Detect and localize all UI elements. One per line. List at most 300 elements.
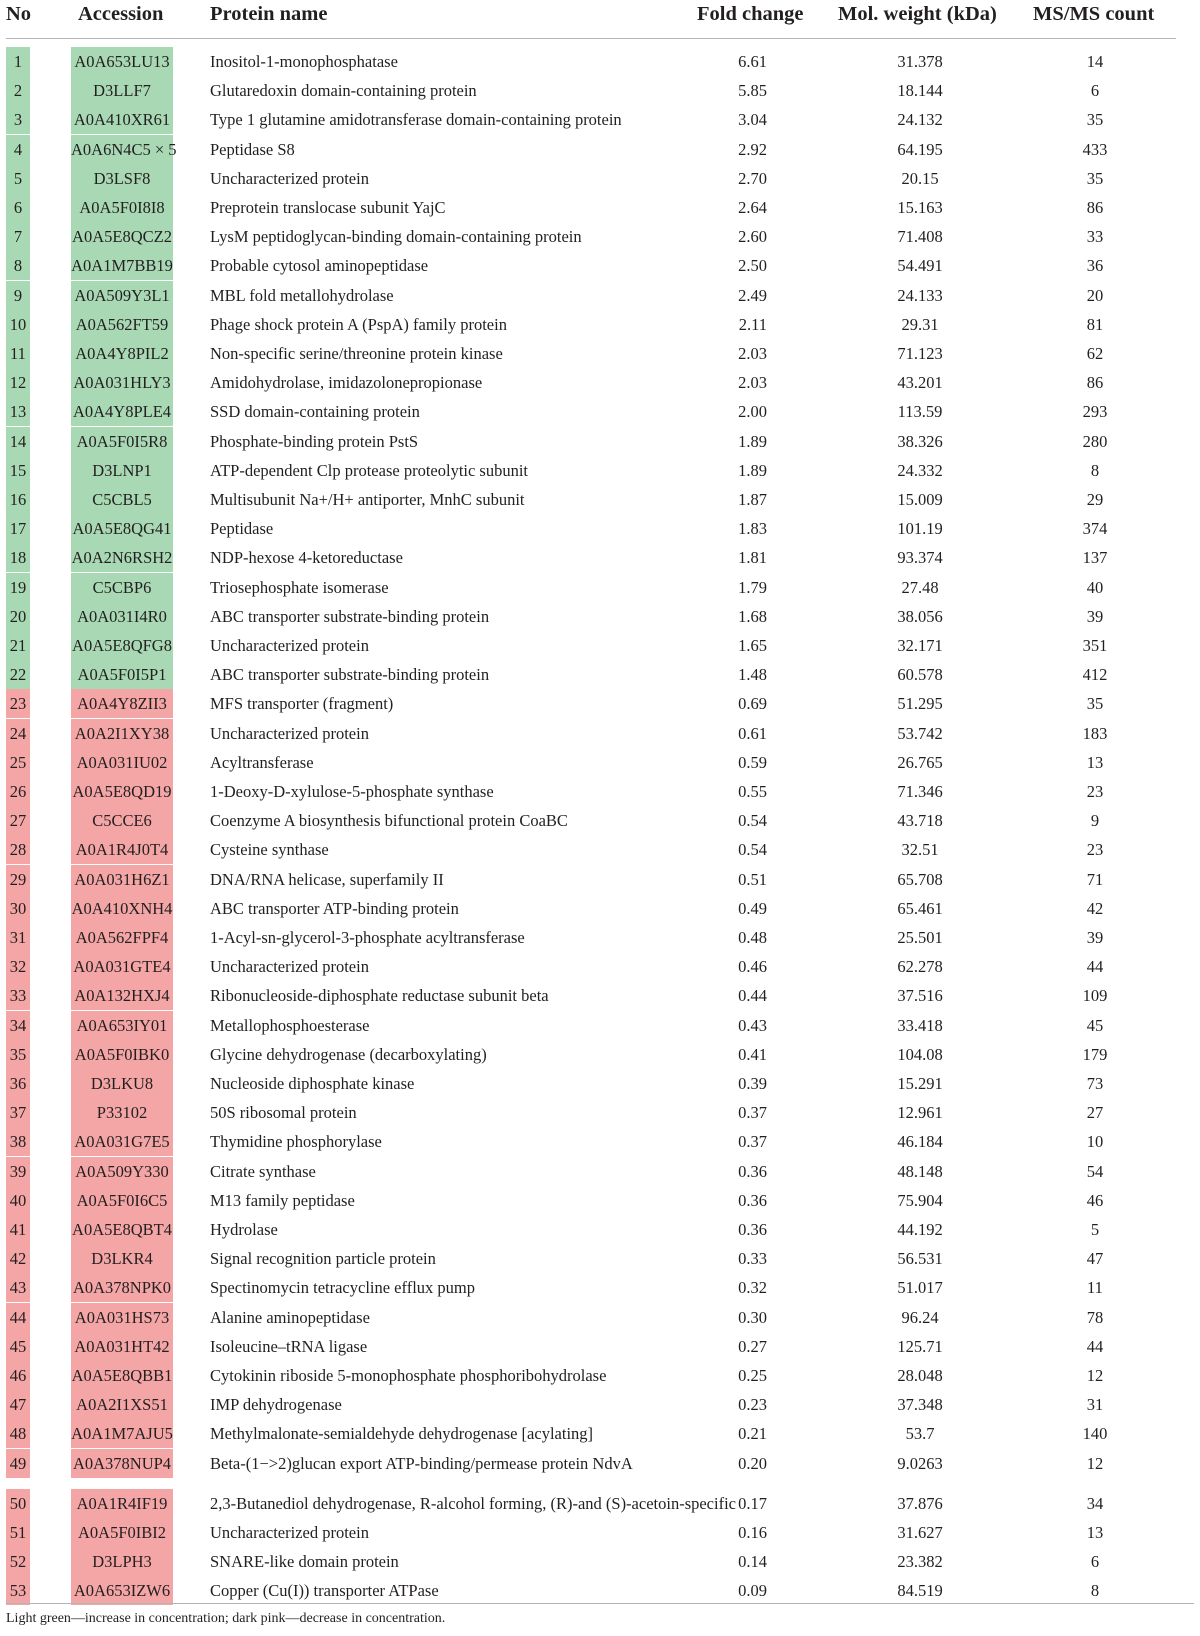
msms-count-cell: 13 [1086, 1523, 1104, 1542]
accession-cell: A0A5E8QBT4 [71, 1215, 173, 1244]
table-row [0, 573, 1200, 602]
fold-change-cell: 0.37 [738, 1132, 767, 1151]
fold-change-cell: 6.61 [738, 52, 767, 71]
protein-name-cell: ATP-dependent Clp protease proteolytic subunit [210, 461, 529, 480]
row-number: 29 [6, 865, 30, 894]
row-number: 38 [6, 1127, 30, 1156]
accession-cell: D3LLF7 [71, 76, 173, 105]
mol-weight-cell: 9.0263 [897, 1454, 943, 1473]
fold-change-cell: 2.03 [738, 344, 767, 363]
fold-change-cell: 0.49 [738, 899, 767, 918]
fold-change-cell: 0.54 [738, 811, 767, 830]
protein-name-cell: Amidohydrolase, imidazolonepropionase [210, 373, 483, 392]
msms-count-cell: 35 [1086, 694, 1104, 713]
accession-cell: A0A1M7AJU5 [71, 1419, 173, 1448]
table-row [0, 981, 1200, 1010]
mol-weight-cell: 20.15 [901, 169, 939, 188]
msms-count-cell: 412 [1082, 665, 1108, 684]
table-row [0, 135, 1200, 164]
fold-change-cell: 2.64 [738, 198, 767, 217]
table-row [0, 1273, 1200, 1302]
mol-weight-cell: 24.332 [897, 461, 943, 480]
protein-name-cell: Copper (Cu(I)) transporter ATPase [210, 1581, 439, 1600]
protein-name-cell: Methylmalonate-semialdehyde dehydrogenase [acylating] [210, 1424, 594, 1443]
table-row [0, 1244, 1200, 1273]
table-row [0, 47, 1200, 76]
fold-change-cell: 0.17 [738, 1494, 767, 1513]
msms-count-cell: 8 [1090, 1581, 1100, 1600]
protein-name-cell: 2,3-Butanediol dehydrogenase, R-alcohol forming, (R)-and (S)-acetoin-specific [210, 1494, 736, 1513]
table-row [0, 1547, 1200, 1576]
fold-change-cell: 0.27 [738, 1337, 767, 1356]
row-number: 40 [6, 1186, 30, 1215]
accession-cell: A0A378NUP4 [71, 1449, 173, 1478]
header-accession: Accession [78, 3, 164, 25]
msms-count-cell: 40 [1086, 578, 1104, 597]
table-row [0, 1419, 1200, 1448]
accession-cell: D3LNP1 [71, 456, 173, 485]
table-row [0, 222, 1200, 251]
msms-count-cell: 35 [1086, 169, 1104, 188]
fold-change-cell: 2.49 [738, 286, 767, 305]
table-row [0, 631, 1200, 660]
row-number: 5 [6, 164, 30, 193]
protein-name-cell: Signal recognition particle protein [210, 1249, 436, 1268]
mol-weight-cell: 32.51 [901, 840, 939, 859]
mol-weight-cell: 31.627 [897, 1523, 943, 1542]
table-row [0, 952, 1200, 981]
table-row [0, 193, 1200, 222]
row-number: 26 [6, 777, 30, 806]
msms-count-cell: 35 [1086, 110, 1104, 129]
row-number: 36 [6, 1069, 30, 1098]
row-number: 30 [6, 894, 30, 923]
fold-change-cell: 1.48 [738, 665, 767, 684]
accession-cell: A0A5F0I6C5 [71, 1186, 173, 1215]
table-footnote: Light green—increase in concentration; dark pink—decrease in concentration. [6, 1611, 446, 1626]
msms-count-cell: 13 [1086, 753, 1104, 772]
accession-cell: D3LKR4 [71, 1244, 173, 1273]
msms-count-cell: 86 [1086, 373, 1104, 392]
row-number: 15 [6, 456, 30, 485]
msms-count-cell: 47 [1086, 1249, 1104, 1268]
mol-weight-cell: 32.171 [897, 636, 943, 655]
fold-change-cell: 0.25 [738, 1366, 767, 1385]
table-row [0, 1098, 1200, 1127]
accession-cell: A0A6N4C5 × 5 [71, 135, 173, 164]
protein-name-cell: Probable cytosol aminopeptidase [210, 256, 429, 275]
mol-weight-cell: 53.742 [897, 724, 943, 743]
row-number: 33 [6, 981, 30, 1010]
table-row [0, 485, 1200, 514]
fold-change-cell: 1.68 [738, 607, 767, 626]
mol-weight-cell: 24.133 [897, 286, 943, 305]
mol-weight-cell: 18.144 [897, 81, 943, 100]
protein-name-cell: Cytokinin riboside 5-monophosphate phosphoribohydrolase [210, 1366, 607, 1385]
msms-count-cell: 44 [1086, 1337, 1104, 1356]
header-msms-count: MS/MS count [1033, 3, 1155, 25]
msms-count-cell: 46 [1086, 1191, 1104, 1210]
accession-cell: A0A653IY01 [71, 1011, 173, 1040]
table-row [0, 1361, 1200, 1390]
msms-count-cell: 23 [1086, 840, 1104, 859]
row-number: 51 [6, 1518, 30, 1547]
table-row [0, 514, 1200, 543]
accession-cell: A0A031GTE4 [71, 952, 173, 981]
mol-weight-cell: 51.295 [897, 694, 943, 713]
mol-weight-cell: 12.961 [897, 1103, 943, 1122]
protein-name-cell: Acyltransferase [210, 753, 314, 772]
table-row [0, 1332, 1200, 1361]
accession-cell: A0A1R4J0T4 [71, 835, 173, 864]
accession-cell: D3LPH3 [71, 1547, 173, 1576]
row-number: 1 [6, 47, 30, 76]
row-number: 24 [6, 719, 30, 748]
accession-cell: A0A410XR61 [71, 105, 173, 134]
fold-change-cell: 0.54 [738, 840, 767, 859]
msms-count-cell: 33 [1086, 227, 1104, 246]
msms-count-cell: 86 [1086, 198, 1104, 217]
table-row [0, 368, 1200, 397]
protein-name-cell: Preprotein translocase subunit YajC [210, 198, 446, 217]
accession-cell: D3LSF8 [71, 164, 173, 193]
mol-weight-cell: 64.195 [897, 140, 943, 159]
table-row [0, 251, 1200, 280]
table-row [0, 602, 1200, 631]
msms-count-cell: 62 [1086, 344, 1104, 363]
row-number: 37 [6, 1098, 30, 1127]
protein-name-cell: Peptidase S8 [210, 140, 295, 159]
msms-count-cell: 81 [1086, 315, 1104, 334]
fold-change-cell: 1.79 [738, 578, 767, 597]
header-protein-name: Protein name [210, 3, 328, 25]
accession-cell: A0A5F0I8I8 [71, 193, 173, 222]
mol-weight-cell: 113.59 [897, 402, 943, 421]
row-number: 9 [6, 281, 30, 310]
accession-cell: A0A031G7E5 [71, 1127, 173, 1156]
protein-name-cell: Phosphate-binding protein PstS [210, 432, 419, 451]
table-row [0, 1127, 1200, 1156]
table-row [0, 1186, 1200, 1215]
mol-weight-cell: 71.123 [897, 344, 943, 363]
protein-name-cell: 1-Deoxy-D-xylulose-5-phosphate synthase [210, 782, 494, 801]
mol-weight-cell: 46.184 [897, 1132, 943, 1151]
row-number: 43 [6, 1273, 30, 1302]
row-number: 22 [6, 660, 30, 689]
fold-change-cell: 0.46 [738, 957, 767, 976]
protein-name-cell: Phage shock protein A (PspA) family protein [210, 315, 507, 334]
mol-weight-cell: 15.291 [897, 1074, 943, 1093]
table-row [0, 105, 1200, 134]
msms-count-cell: 10 [1086, 1132, 1104, 1151]
msms-count-cell: 31 [1086, 1395, 1104, 1414]
table-row [0, 339, 1200, 368]
mol-weight-cell: 43.201 [897, 373, 943, 392]
msms-count-cell: 137 [1082, 548, 1108, 567]
mol-weight-cell: 33.418 [897, 1016, 943, 1035]
mol-weight-cell: 53.7 [905, 1424, 935, 1443]
fold-change-cell: 0.51 [738, 870, 767, 889]
fold-change-cell: 2.60 [738, 227, 767, 246]
mol-weight-cell: 26.765 [897, 753, 943, 772]
accession-cell: A0A1R4IF19 [71, 1489, 173, 1518]
header-fold-change: Fold change [697, 3, 804, 25]
msms-count-cell: 280 [1082, 432, 1108, 451]
protein-name-cell: Peptidase [210, 519, 274, 538]
mol-weight-cell: 125.71 [897, 1337, 943, 1356]
accession-cell: A0A031HLY3 [71, 368, 173, 397]
row-number: 13 [6, 397, 30, 426]
fold-change-cell: 0.23 [738, 1395, 767, 1414]
protein-name-cell: Type 1 glutamine amidotransferase domain-containing protein [210, 110, 622, 129]
accession-cell: A0A5E8QD19 [71, 777, 173, 806]
accession-cell: A0A031IU02 [71, 748, 173, 777]
mol-weight-cell: 75.904 [897, 1191, 943, 1210]
mol-weight-cell: 101.19 [897, 519, 943, 538]
row-number: 48 [6, 1419, 30, 1448]
fold-change-cell: 1.65 [738, 636, 767, 655]
msms-count-cell: 14 [1086, 52, 1104, 71]
accession-cell: A0A5E8QBB1 [71, 1361, 173, 1390]
protein-name-cell: Uncharacterized protein [210, 1523, 369, 1542]
table-row [0, 1157, 1200, 1186]
mol-weight-cell: 37.876 [897, 1494, 943, 1513]
msms-count-cell: 109 [1082, 986, 1108, 1005]
mol-weight-cell: 23.382 [897, 1552, 943, 1571]
table-row [0, 894, 1200, 923]
row-number: 7 [6, 222, 30, 251]
mol-weight-cell: 62.278 [897, 957, 943, 976]
row-number: 49 [6, 1449, 30, 1478]
fold-change-cell: 2.50 [738, 256, 767, 275]
accession-cell: A0A5E8QCZ2 [71, 222, 173, 251]
row-number: 32 [6, 952, 30, 981]
accession-cell: A0A132HXJ4 [71, 981, 173, 1010]
mol-weight-cell: 51.017 [897, 1278, 943, 1297]
table-row [0, 865, 1200, 894]
header-rule [6, 38, 1176, 39]
table-header [0, 0, 1200, 38]
table-row [0, 748, 1200, 777]
accession-cell: A0A031H6Z1 [71, 865, 173, 894]
fold-change-cell: 0.21 [738, 1424, 767, 1443]
msms-count-cell: 45 [1086, 1016, 1104, 1035]
row-number: 16 [6, 485, 30, 514]
msms-count-cell: 5 [1090, 1220, 1100, 1239]
fold-change-cell: 1.83 [738, 519, 767, 538]
row-number: 53 [6, 1576, 30, 1605]
mol-weight-cell: 27.48 [901, 578, 939, 597]
row-number: 2 [6, 76, 30, 105]
mol-weight-cell: 37.516 [897, 986, 943, 1005]
protein-name-cell: Uncharacterized protein [210, 724, 369, 743]
protein-name-cell: Nucleoside diphosphate kinase [210, 1074, 415, 1093]
msms-count-cell: 293 [1082, 402, 1108, 421]
mol-weight-cell: 38.326 [897, 432, 943, 451]
table-row [0, 1011, 1200, 1040]
fold-change-cell: 3.04 [738, 110, 767, 129]
mol-weight-cell: 29.31 [901, 315, 939, 334]
fold-change-cell: 0.44 [738, 986, 767, 1005]
accession-cell: A0A410XNH4 [71, 894, 173, 923]
fold-change-cell: 0.36 [738, 1162, 767, 1181]
accession-cell: A0A4Y8ZII3 [71, 689, 173, 718]
mol-weight-cell: 65.461 [897, 899, 943, 918]
mol-weight-cell: 31.378 [897, 52, 943, 71]
protein-name-cell: Ribonucleoside-diphosphate reductase subunit beta [210, 986, 549, 1005]
table-row [0, 1303, 1200, 1332]
table-row [0, 1518, 1200, 1547]
fold-change-cell: 0.39 [738, 1074, 767, 1093]
mol-weight-cell: 96.24 [901, 1308, 939, 1327]
accession-cell: A0A2I1XY38 [71, 719, 173, 748]
protein-name-cell: Uncharacterized protein [210, 957, 369, 976]
table-row [0, 1390, 1200, 1419]
accession-cell: A0A5F0IBK0 [71, 1040, 173, 1069]
mol-weight-cell: 71.346 [897, 782, 943, 801]
row-number: 45 [6, 1332, 30, 1361]
protein-name-cell: Triosephosphate isomerase [210, 578, 389, 597]
fold-change-cell: 0.09 [738, 1581, 767, 1600]
row-number: 23 [6, 689, 30, 718]
mol-weight-cell: 25.501 [897, 928, 943, 947]
mol-weight-cell: 71.408 [897, 227, 943, 246]
protein-name-cell: M13 family peptidase [210, 1191, 355, 1210]
protein-name-cell: ABC transporter ATP-binding protein [210, 899, 459, 918]
protein-name-cell: Thymidine phosphorylase [210, 1132, 382, 1151]
msms-count-cell: 29 [1086, 490, 1104, 509]
accession-cell: A0A031I4R0 [71, 602, 173, 631]
mol-weight-cell: 84.519 [897, 1581, 943, 1600]
mol-weight-cell: 37.348 [897, 1395, 943, 1414]
fold-change-cell: 1.87 [738, 490, 767, 509]
protein-name-cell: SSD domain-containing protein [210, 402, 420, 421]
fold-change-cell: 0.16 [738, 1523, 767, 1542]
accession-cell: A0A5F0IBI2 [71, 1518, 173, 1547]
fold-change-cell: 0.30 [738, 1308, 767, 1327]
protein-name-cell: Non-specific serine/threonine protein kinase [210, 344, 503, 363]
table-row [0, 835, 1200, 864]
table-row [0, 689, 1200, 718]
msms-count-cell: 374 [1082, 519, 1108, 538]
msms-count-cell: 11 [1087, 1278, 1103, 1297]
row-number: 52 [6, 1547, 30, 1576]
msms-count-cell: 140 [1082, 1424, 1108, 1443]
fold-change-cell: 1.89 [738, 461, 767, 480]
msms-count-cell: 39 [1086, 928, 1104, 947]
accession-cell: A0A031HT42 [71, 1332, 173, 1361]
mol-weight-cell: 43.718 [897, 811, 943, 830]
table-row [0, 456, 1200, 485]
protein-name-cell: ABC transporter substrate-binding protein [210, 607, 490, 626]
protein-name-cell: DNA/RNA helicase, superfamily II [210, 870, 444, 889]
table-row [0, 1069, 1200, 1098]
accession-cell: A0A5E8QG41 [71, 514, 173, 543]
mol-weight-cell: 15.163 [897, 198, 943, 217]
protein-name-cell: Citrate synthase [210, 1162, 316, 1181]
accession-cell: A0A5E8QFG8 [71, 631, 173, 660]
row-number: 47 [6, 1390, 30, 1419]
protein-name-cell: ABC transporter substrate-binding protein [210, 665, 490, 684]
row-number: 17 [6, 514, 30, 543]
accession-cell: A0A509Y3L1 [71, 281, 173, 310]
protein-name-cell: Uncharacterized protein [210, 636, 369, 655]
protein-name-cell: Multisubunit Na+/H+ antiporter, MnhC subunit [210, 490, 525, 509]
row-number: 19 [6, 573, 30, 602]
mol-weight-cell: 60.578 [897, 665, 943, 684]
fold-change-cell: 0.43 [738, 1016, 767, 1035]
fold-change-cell: 1.89 [738, 432, 767, 451]
table-row [0, 1040, 1200, 1069]
msms-count-cell: 6 [1090, 81, 1100, 100]
accession-cell: A0A562FT59 [71, 310, 173, 339]
row-number: 28 [6, 835, 30, 864]
msms-count-cell: 20 [1086, 286, 1104, 305]
table-row [0, 777, 1200, 806]
protein-name-cell: Coenzyme A biosynthesis bifunctional protein CoaBC [210, 811, 568, 830]
protein-name-cell: IMP dehydrogenase [210, 1395, 342, 1414]
table-row [0, 397, 1200, 426]
msms-count-cell: 42 [1086, 899, 1104, 918]
protein-name-cell: Hydrolase [210, 1220, 278, 1239]
protein-name-cell: Alanine aminopeptidase [210, 1308, 370, 1327]
protein-name-cell: Cysteine synthase [210, 840, 329, 859]
table-row [0, 1489, 1200, 1518]
msms-count-cell: 54 [1086, 1162, 1104, 1181]
fold-change-cell: 0.48 [738, 928, 767, 947]
row-number: 42 [6, 1244, 30, 1273]
fold-change-cell: 1.81 [738, 548, 767, 567]
row-number: 39 [6, 1157, 30, 1186]
fold-change-cell: 0.36 [738, 1220, 767, 1239]
accession-cell: A0A2I1XS51 [71, 1390, 173, 1419]
row-number: 25 [6, 748, 30, 777]
mol-weight-cell: 44.192 [897, 1220, 943, 1239]
row-number: 4 [6, 135, 30, 164]
row-number: 18 [6, 543, 30, 572]
msms-count-cell: 34 [1086, 1494, 1104, 1513]
fold-change-cell: 0.20 [738, 1454, 767, 1473]
protein-name-cell: Uncharacterized protein [210, 169, 369, 188]
table-row [0, 1449, 1200, 1478]
row-number: 3 [6, 105, 30, 134]
row-number: 31 [6, 923, 30, 952]
fold-change-cell: 0.55 [738, 782, 767, 801]
header-no: No [6, 3, 32, 25]
row-number: 6 [6, 193, 30, 222]
fold-change-cell: 0.32 [738, 1278, 767, 1297]
msms-count-cell: 36 [1086, 256, 1104, 275]
table-row [0, 1215, 1200, 1244]
row-number: 34 [6, 1011, 30, 1040]
msms-count-cell: 44 [1086, 957, 1104, 976]
accession-cell: P33102 [71, 1098, 173, 1127]
fold-change-cell: 2.03 [738, 373, 767, 392]
msms-count-cell: 71 [1086, 870, 1104, 889]
fold-change-cell: 5.85 [738, 81, 767, 100]
row-number: 11 [6, 339, 30, 368]
protein-name-cell: 50S ribosomal protein [210, 1103, 357, 1122]
mol-weight-cell: 48.148 [897, 1162, 943, 1181]
accession-cell: A0A653IZW6 [71, 1576, 173, 1605]
protein-name-cell: Glutaredoxin domain-containing protein [210, 81, 477, 100]
accession-cell: C5CBL5 [71, 485, 173, 514]
protein-name-cell: 1-Acyl-sn-glycerol-3-phosphate acyltransferase [210, 928, 525, 947]
fold-change-cell: 0.61 [738, 724, 767, 743]
msms-count-cell: 179 [1082, 1045, 1108, 1064]
accession-cell: A0A509Y330 [71, 1157, 173, 1186]
fold-change-cell: 0.69 [738, 694, 767, 713]
